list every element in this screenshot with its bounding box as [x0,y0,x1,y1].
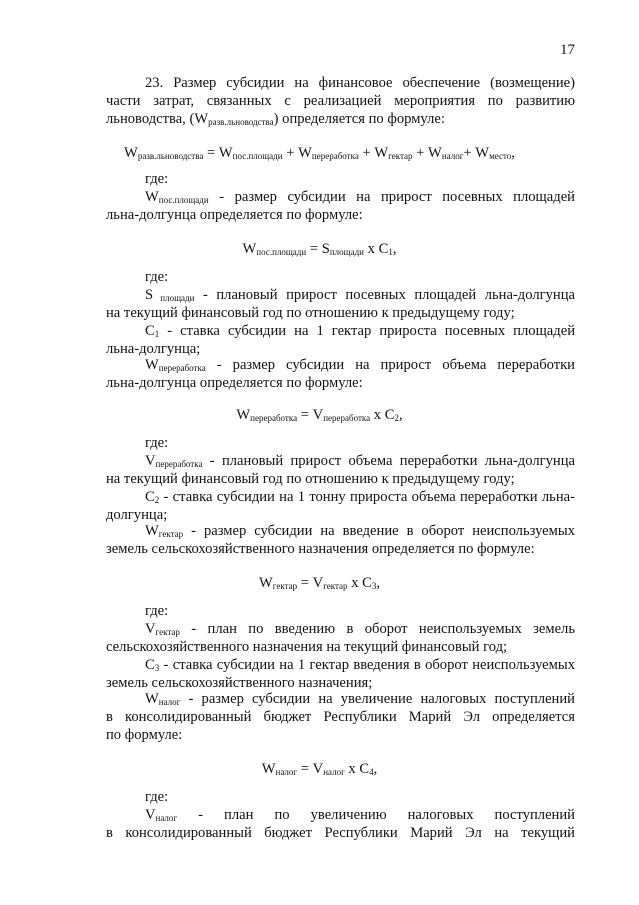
def-text: - ставка субсидии на 1 гектар введения в оборот неиспользуемых [159,657,575,673]
formula-subscript: гектар [323,581,348,591]
intro-text: льноводства, (W [106,111,209,127]
formula-operator: + [282,145,299,161]
def-s-line-1 [145,286,575,304]
formula-symbol: W [124,145,138,161]
def-w-nal-line-3: по формуле: [106,727,183,743]
def-text: - ставка субсидии на 1 гектар прироста посевных площадей [159,323,575,339]
formula-operator: = [297,407,313,423]
def-v-gek-line-1 [145,620,575,638]
def-w-gek-line-1 [145,522,575,540]
def-subscript: переработка [158,363,206,373]
formula-operator: + [463,145,476,161]
formula-subscript: гектар [272,581,298,591]
def-v-per-line-1 [145,452,575,470]
def-symbol: V [145,453,156,469]
def-symbol: W [145,691,159,707]
def-text: - размер субсидии на увеличение налоговых поступлений [180,691,575,707]
formula-subscript: переработка [250,413,298,423]
formula-subscript: место [489,151,512,161]
def-subscript: налог [155,813,178,823]
formula-symbol: W [261,761,276,777]
formula-symbol: W [298,145,312,161]
def-subscript: 1 [154,329,160,339]
formula-symbol: V [312,761,324,777]
formula-subscript: налог [323,767,345,777]
formula-symbol: W [475,145,490,161]
intro-text-end: ) определяется по формуле: [273,111,445,127]
formula-subscript: переработка [311,151,359,161]
formula-nal [0,760,639,778]
formula-subscript: гектар [388,151,413,161]
def-c1-line-2: льна-долгунца; [106,341,201,357]
formula-symbol: W [242,241,257,257]
formula-symbol: C [384,407,395,423]
def-symbol: C [145,489,155,505]
formula-symbol: W [428,145,442,161]
formula-subscript: 2 [394,413,399,423]
def-text: - план по введению в оборот неиспользуемых земель [179,621,575,637]
def-w-nal-line-2: в консолидированный бюджет Республики Марий Эл определяется [106,709,575,725]
def-v-per-line-2: на текущий финансовый год по отношению к предыдущему году; [106,471,515,487]
intro-subscript: разв.льноводства [208,117,274,127]
intro-line-1: 23. Размер субсидии на финансовое обеспечение (возмещение) [145,75,575,91]
formula-subscript: разв.льноводства [137,151,204,161]
formula-end: , [511,145,515,161]
page-number: 17 [560,42,575,58]
def-w-per-line-2: льна-долгунца определяется по формуле: [106,375,363,391]
where-label: где: [145,603,169,619]
def-symbol: W [145,189,159,205]
def-w-pos-line-2: льна-долгунца определяется по формуле: [106,207,363,223]
def-symbol: S [145,287,154,303]
def-v-nal-line-1 [145,806,575,824]
def-symbol: W [145,523,159,539]
formula-symbol: C [359,761,370,777]
formula-operator: + [412,145,429,161]
formula-gek [0,574,639,592]
def-w-per-line-1 [145,356,575,374]
formula-subscript: пос.площади [232,151,283,161]
def-subscript: площади [153,293,195,303]
formula-symbol: W [218,145,233,161]
formula-symbol: W [236,407,251,423]
intro-line-3 [106,110,575,128]
formula-operator: x [344,761,360,777]
def-w-nal-line-1 [145,690,575,708]
formula-symbol: S [321,241,330,257]
def-subscript: налог [158,697,181,707]
def-v-nal-line-2: в консолидированный бюджет Республики Марий Эл на текущий [106,825,575,841]
def-w-gek-line-2: земель сельскохозяйственного назначения определяется по формуле: [106,541,535,557]
formula-subscript: налог [441,151,464,161]
formula-operator: = [297,575,313,591]
def-c3-line-1 [145,656,575,674]
formula-symbol: W [258,575,273,591]
def-symbol: V [145,807,156,823]
where-label: где: [145,269,169,285]
def-subscript: переработка [155,459,203,469]
def-symbol: V [145,621,156,637]
def-text: - ставка субсидии на 1 тонну прироста объема переработки льна- [159,489,575,505]
where-label: где: [145,171,169,187]
formula-end: , [376,575,381,591]
def-text: - плановый прирост посевных площадей льна-долгунца [194,287,575,303]
formula-subscript: пос.площади [256,247,307,257]
def-subscript: 3 [154,663,160,673]
formula-symbol: C [378,241,389,257]
def-text: - план по увеличению налоговых поступлений [177,807,575,823]
intro-line-2: части затрат, связанных с реализацией мероприятия по развитию [106,93,575,109]
def-c2-line-2: долгунца; [106,507,168,523]
def-subscript: пос.площади [158,195,209,205]
formula-pos [0,240,639,258]
formula-operator: = [203,145,219,161]
def-text: - размер субсидии на прирост объема переработки [205,357,575,373]
formula-end: , [392,241,397,257]
formula-end: , [373,761,378,777]
formula-subscript: налог [275,767,298,777]
def-s-line-2: на текущий финансовый год по отношению к предыдущему году; [106,305,515,321]
formula-symbol: W [374,145,389,161]
def-symbol: W [145,357,159,373]
where-label: где: [145,435,169,451]
def-c1-line-1 [145,322,575,340]
def-c3-line-2: земель сельскохозяйственного назначения; [106,675,373,691]
def-text: - размер субсидии на прирост посевных площадей [208,189,575,205]
formula-operator: = [306,241,322,257]
formula-subscript: 1 [388,247,393,257]
def-subscript: 2 [154,495,160,505]
def-text: - размер субсидии на введение в оборот неиспользуемых [183,523,575,539]
formula-per [0,406,639,424]
def-c2-line-1 [145,488,575,506]
formula-operator: x [370,407,385,423]
def-subscript: гектар [158,529,184,539]
formula-subscript: переработка [323,413,371,423]
formula-end: , [398,407,403,423]
formula-symbol: C [362,575,372,591]
def-text: - плановый прирост объема переработки льна-долгунца [202,453,575,469]
def-symbol: C [145,323,155,339]
formula-operator: + [358,145,375,161]
formula-subscript: площади [329,247,364,257]
def-w-pos-line-1 [145,188,575,206]
formula-subscript: 3 [371,581,377,591]
formula-operator: x [364,241,379,257]
formula-symbol: V [312,407,324,423]
formula-operator: x [347,575,363,591]
formula-subscript: 4 [369,767,374,777]
formula-operator: = [297,761,313,777]
def-symbol: C [145,657,155,673]
formula-total [0,144,639,162]
def-subscript: гектар [155,627,180,637]
def-v-gek-line-2: сельскохозяйственного назначения на текущий финансовый год; [106,639,508,655]
where-label: где: [145,789,169,805]
formula-symbol: V [312,575,324,591]
